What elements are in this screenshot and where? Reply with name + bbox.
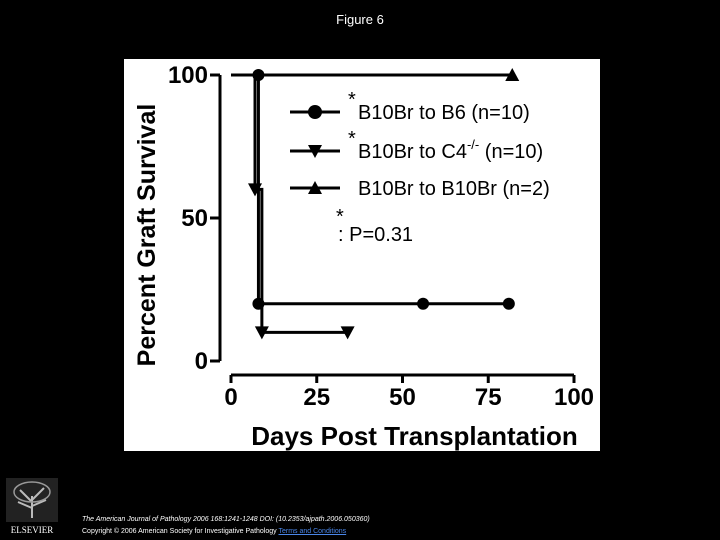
data-point-circle (503, 298, 515, 310)
copyright-label: Copyright © 2006 American Society for Investigative Pathology (82, 528, 277, 535)
x-tick-label: 100 (553, 384, 595, 411)
y-axis-title: Percent Graft Survival (133, 103, 161, 367)
publisher-name: ELSEVIER (10, 525, 54, 535)
x-tick-label: 0 (224, 384, 238, 411)
legend-label: B10Br to B6 (n=10) (358, 102, 530, 124)
x-axis-title: Days Post Transplantation (251, 421, 578, 451)
chart-legend (290, 89, 550, 246)
y-tick-label: 50 (181, 205, 208, 232)
series-line (231, 75, 348, 332)
legend-asterisk: * (348, 128, 356, 150)
legend-label: B10Br to B10Br (n=2) (358, 178, 550, 200)
data-point-circle (308, 105, 322, 119)
annotation-text: : P=0.31 (338, 224, 414, 246)
y-tick-label: 100 (167, 62, 208, 89)
terms-link[interactable]: Terms and Conditions (278, 528, 347, 535)
figure-panel (124, 59, 600, 451)
x-tick-label: 50 (389, 384, 416, 411)
legend-asterisk: * (348, 89, 356, 111)
legend-label: B10Br to C4-/- (n=10) (358, 137, 544, 163)
data-point-circle (417, 298, 429, 310)
citation-text: The American Journal of Pathology 2006 168:1241-1248 DOI: (10.2353/ajpath.2006.050360) (82, 516, 370, 523)
copyright-text (82, 528, 346, 535)
slide-title: Figure 6 (336, 12, 384, 27)
elsevier-logo (6, 478, 58, 536)
survival-chart (124, 59, 600, 451)
x-tick-label: 25 (303, 384, 331, 411)
y-tick-label: 0 (194, 348, 208, 375)
annotation-asterisk: * (336, 206, 344, 228)
x-tick-label: 75 (474, 384, 502, 411)
